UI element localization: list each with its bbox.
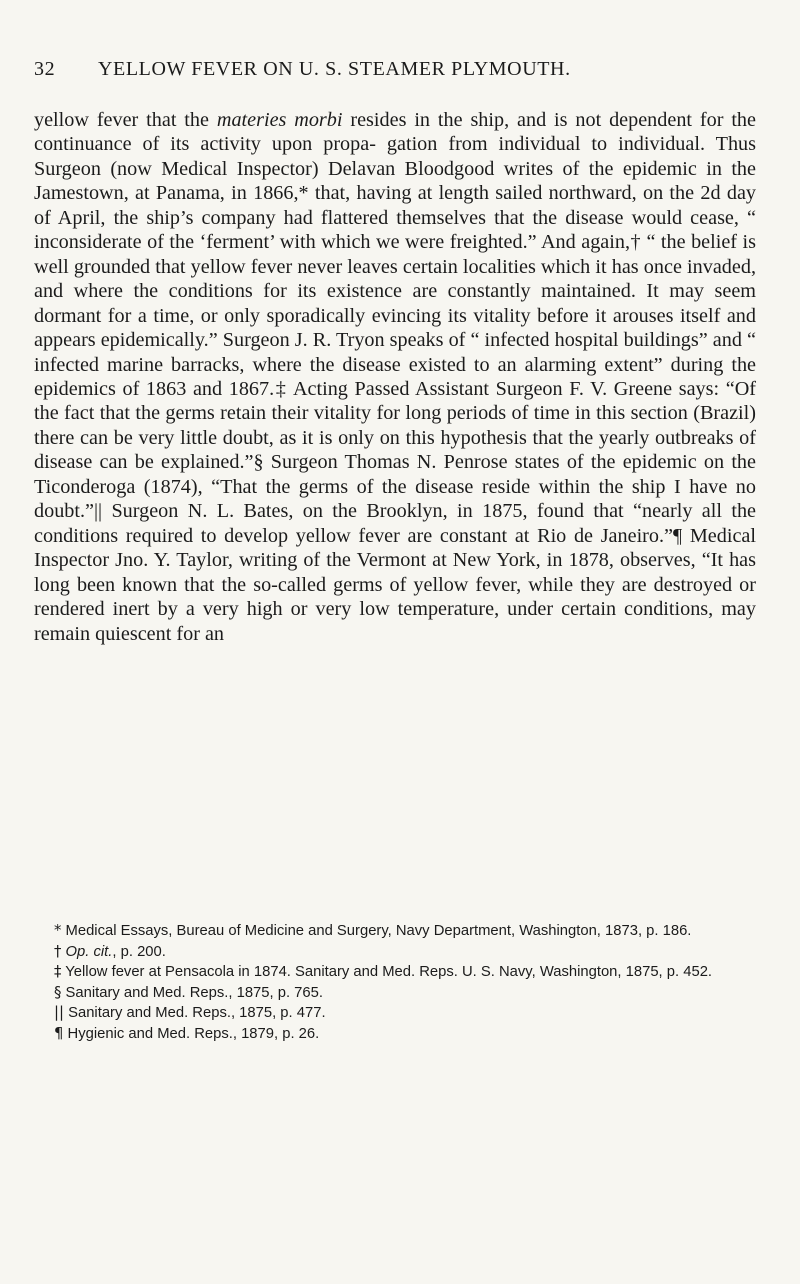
- running-header: [34, 58, 754, 88]
- footnote-4: § Sanitary and Med. Reps., 1875, p. 765.: [54, 983, 323, 1001]
- page-number: 32: [34, 58, 56, 80]
- footnote-2: † Op. cit., p. 200.: [54, 942, 166, 960]
- body-paragraph: yellow fever that the materies morbi resides in the ship, and is not dependent for the continuance of its activity upon propa- gation from individual to individual. Thus Surgeon (now Medical Inspector) Delavan Bloodgood writes of the epidemic in the Jamestown, at Panama, in 1866,* that, having at length sailed northward, on the 2d day of April, the ship’s company had flattered themselves that the disease would cease, “ inconsiderate of the ‘ferment’ with which we were freighted.” And again,† “ the belief is well grounded that yellow fever never leaves certain localities which it has once invaded, and where the conditions for its existence are constantly maintained. It may seem dormant for a time, or only sporadically evincing its vitality before it arouses itself and appears epidemically.” Surgeon J. R. Tryon speaks of “ infected hospital buildings” and “ infected marine barracks, where the disease existed to an alarming extent” during the epidemics of 1863 and 1867.‡ Acting Passed Assistant Surgeon F. V. Greene says: “Of the fact that the germs retain their vitality for long periods of time in this section (Brazil) there can be very little doubt, as it is only on this hypothesis that the yearly outbreaks of disease can be explained.”§ Surgeon Thomas N. Penrose states of the epidemic on the Ticonderoga (1874), “That the germs of the disease reside within the ship I have no doubt.”|| Surgeon N. L. Bates, on the Brooklyn, in 1875, found that “nearly all the conditions required to develop yellow fever are constant at Rio de Janeiro.”¶ Medical Inspector Jno. Y. Taylor, writing of the Vermont at New York, in 1878, observes, “It has long been known that the so-called germs of yellow fever, while they are destroyed or rendered inert by a very high or very low temperature, under certain conditions, may remain quiescent for an: [34, 109, 756, 645]
- footnote-6: ¶ Hygienic and Med. Reps., 1879, p. 26.: [54, 1024, 320, 1042]
- footnote-1: * Medical Essays, Bureau of Medicine and Surgery, Navy Department, Washington, 1873, p. 186.: [54, 922, 692, 939]
- footnote-3: ‡ Yellow fever at Pensacola in 1874. Sanitary and Med. Reps. U. S. Navy, Washington, 1875, p. 452.: [54, 963, 713, 980]
- footnotes: [34, 921, 756, 1044]
- running-head-title: YELLOW FEVER ON U. S. STEAMER PLYMOUTH.: [98, 58, 571, 80]
- latin-phrase: materies morbi: [216, 109, 343, 131]
- footnote-5: || Sanitary and Med. Reps., 1875, p. 477.: [54, 1004, 326, 1021]
- body-text: [34, 108, 756, 646]
